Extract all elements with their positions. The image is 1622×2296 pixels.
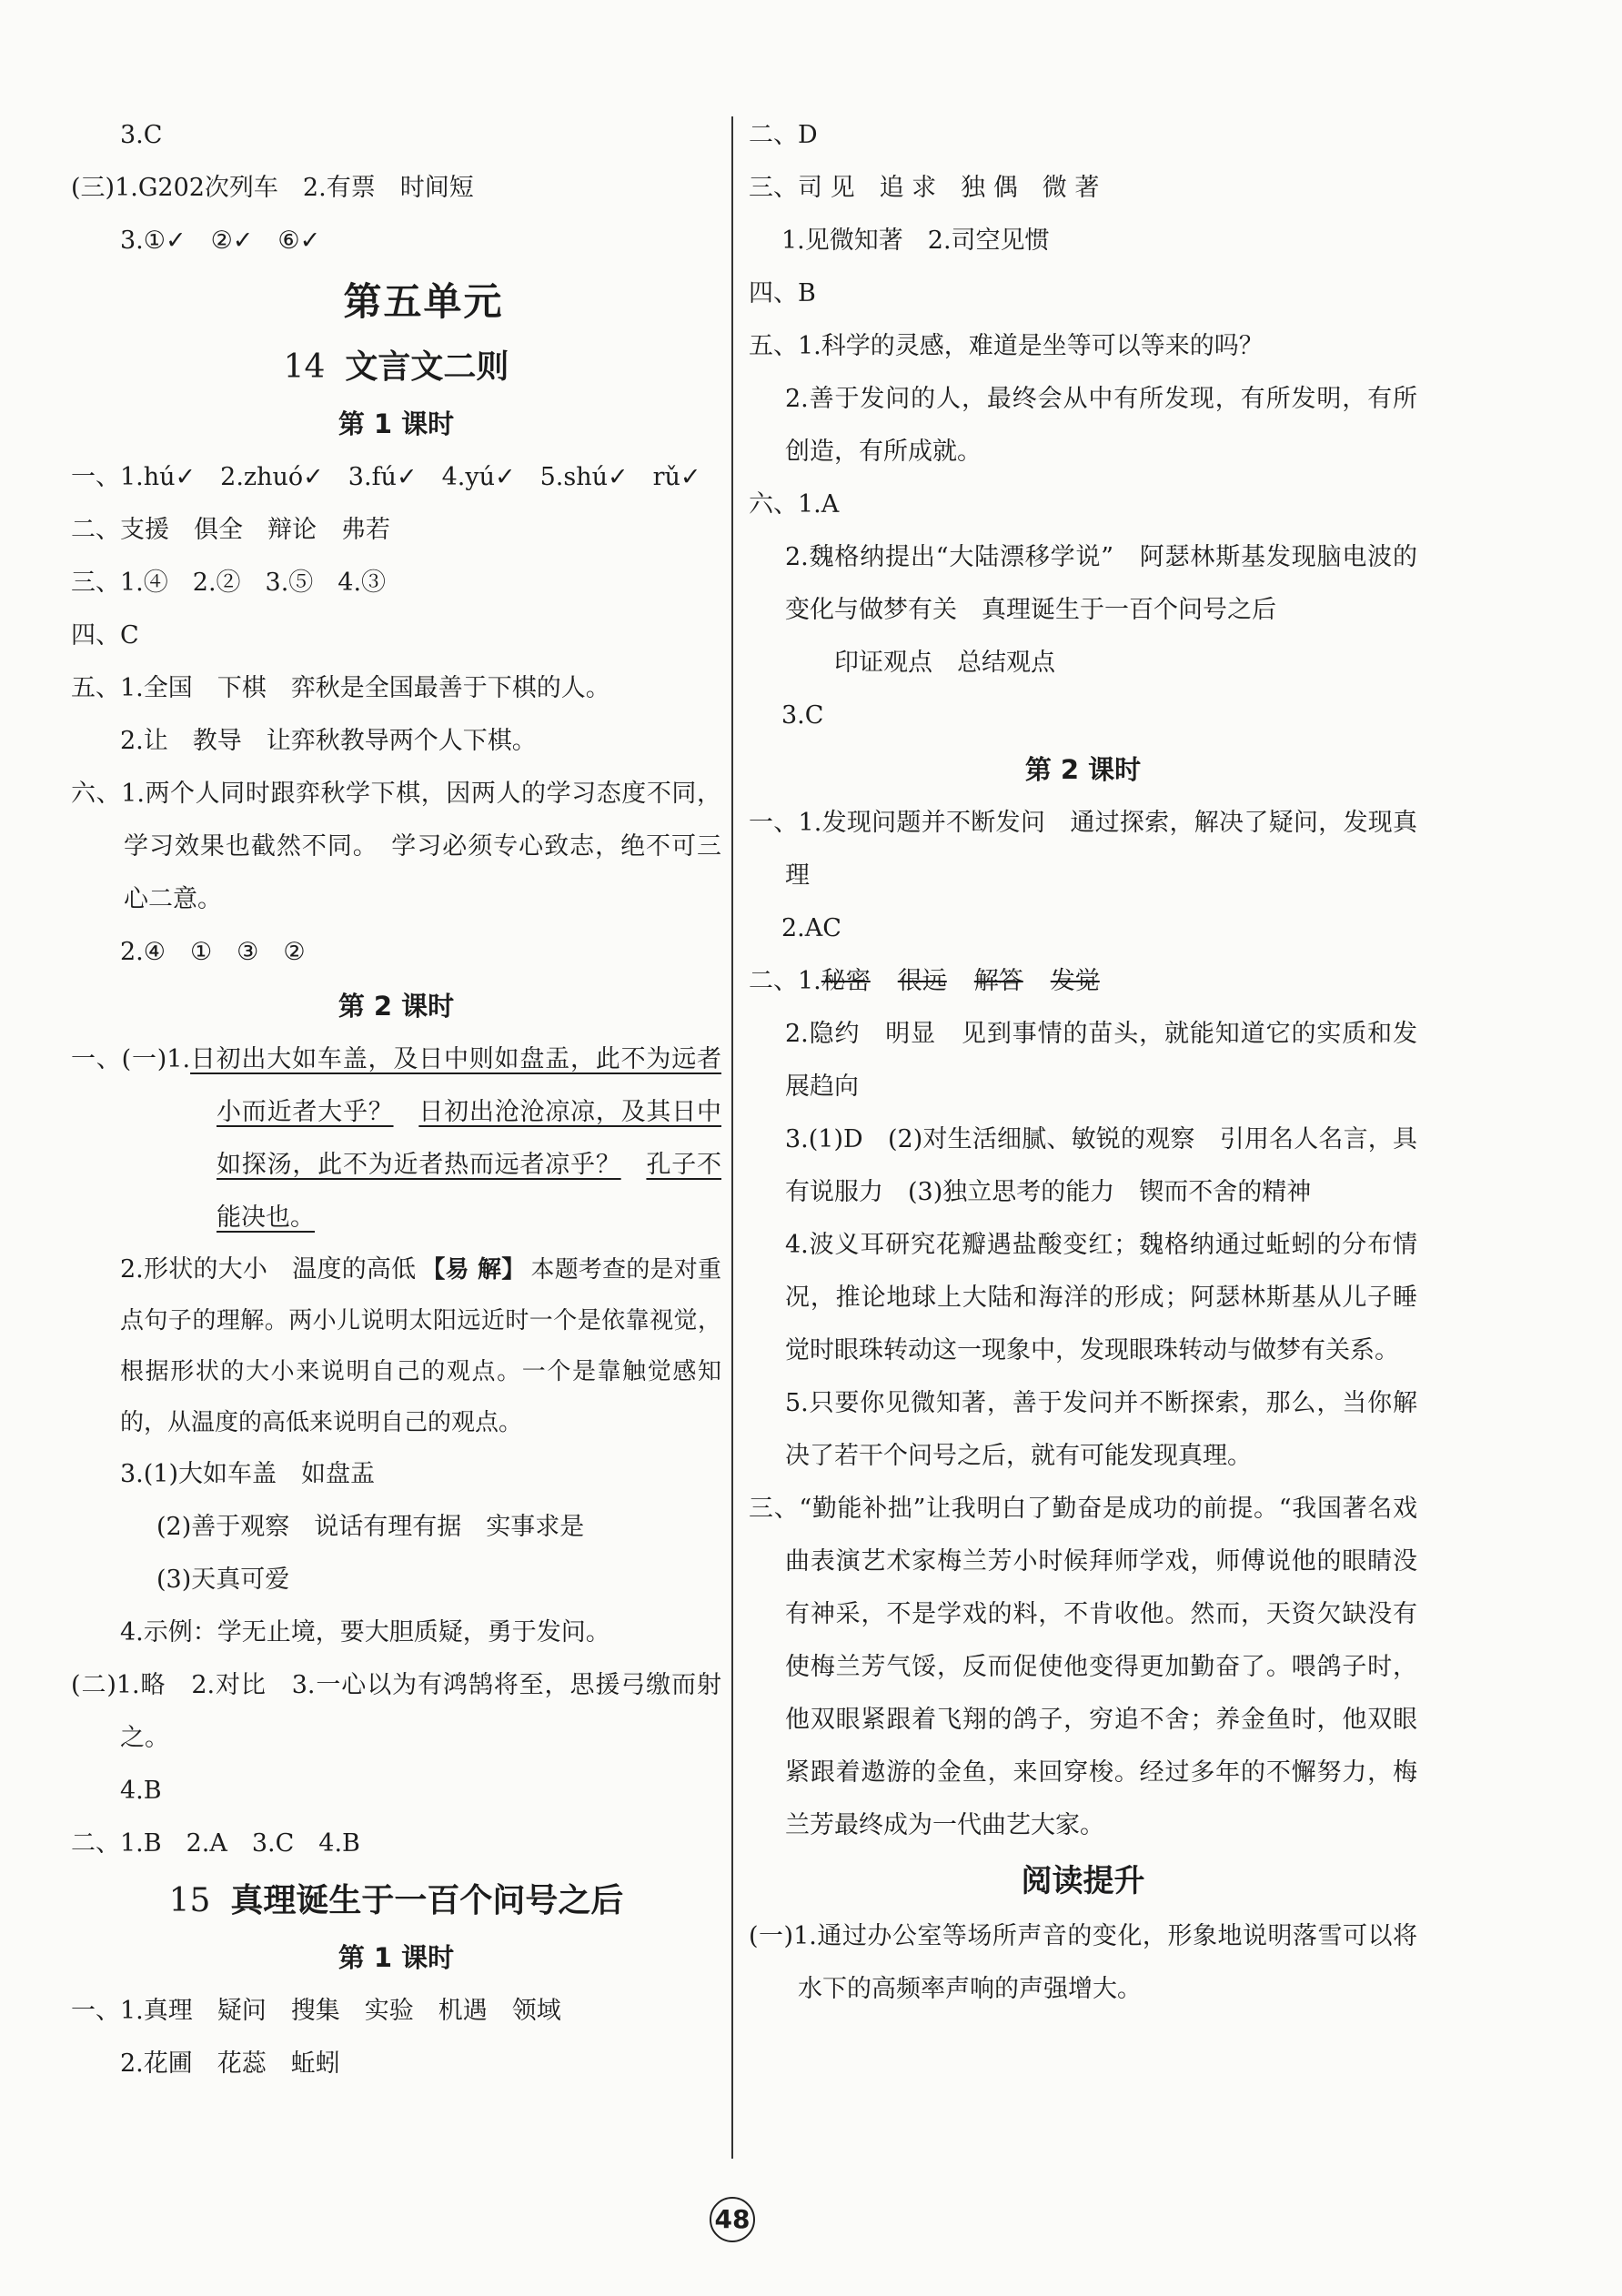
answer-paragraph: (二)1.略 2.对比 3.一心以为有鸿鹄将至，思援弓缴而射之。 bbox=[71, 1671, 721, 1752]
column-divider bbox=[731, 116, 733, 2159]
answer-line: 3.(1)大如车盖 如盘盂 bbox=[120, 1460, 376, 1488]
answer-paragraph: 3.(1)D (2)对生活细腻、敏锐的观察 引用名人名言，具有说服力 (3)独立思考的能力 锲而不舍的精神 bbox=[785, 1125, 1417, 1206]
answer-line: 2.④ ① ③ ② bbox=[120, 938, 306, 966]
answer-line: 五、1.科学的灵感，难道是坐等可以等来的吗？ bbox=[749, 332, 1264, 360]
answer-paragraph: 2.隐约 明显 见到事情的苗头，就能知道它的实质和发展趋向 bbox=[785, 1020, 1417, 1101]
answer-text: 六、1.两个人同时跟弈秋学下棋，因两人的学习态度不同，学习效果也截然不同。 学习必须专心致志，绝不可三心二意。 bbox=[71, 780, 721, 913]
answer-paragraph: 4.波义耳研究花瓣遇盐酸变红；魏格纳通过蚯蚓的分布情况，推论地球上大陆和海洋的形成；阿瑟林斯基从儿子睡觉时眼珠转动这一现象中，发现眼珠转动与做梦有关系。 bbox=[785, 1231, 1417, 1365]
answer-line: 五、1.全国 下棋 弈秋是全国最善于下棋的人。 bbox=[71, 674, 610, 702]
lesson-name: 文言文二则 bbox=[345, 347, 509, 386]
answer-line: 4.B bbox=[120, 1777, 162, 1805]
explanation-paragraph bbox=[71, 1244, 721, 1448]
unit-title: 第五单元 bbox=[343, 279, 504, 324]
answer-paragraph: 一、1.发现问题并不断发问 通过探索，解决了疑问，发现真理 bbox=[749, 809, 1417, 890]
answer-line: 2.花圃 花蕊 蚯蚓 bbox=[120, 2049, 340, 2078]
answer-line: 四、B bbox=[749, 279, 816, 307]
answer-line: 2.让 教导 让弈秋教导两个人下棋。 bbox=[120, 727, 537, 755]
answer-paragraph: 2.魏格纳提出“大陆漂移学说” 阿瑟林斯基发现脑电波的变化与做梦有关 真理诞生于一百个问号之后 bbox=[785, 543, 1417, 624]
answer-paragraph: 三、“勤能补拙”让我明白了勤奋是成功的前提。“我国著名戏曲表演艺术家梅兰芳小时候拜师学戏，师傅说他的眼睛没有神采，不是学戏的料，不肯收他。然而，天资欠缺没有使梅兰芳气馁，反而促使他变得更加勤奋了。喂鸽子时，他双眼紧跟着飞翔的鸽子，穷追不舍；养金鱼时，他双眼紧跟着遨游的金鱼，来回穿梭。经过多年的不懈努力，梅兰芳最终成为一代曲艺大家。 bbox=[749, 1495, 1417, 1839]
explanation-tag: 【易 解】 bbox=[421, 1256, 526, 1284]
answer-paragraph: 5.只要你见微知著，善于发问并不断探索，那么，当你解决了若干个问号之后，就有可能发现真理。 bbox=[785, 1389, 1417, 1470]
underlined-quote: 孔子不能决也。 bbox=[217, 1151, 722, 1232]
answer-line: 1.见微知著 2.司空见惯 bbox=[781, 227, 1050, 255]
answer-line: (三)1.G202次列车 2.有票 时间短 bbox=[71, 174, 474, 202]
answer-line: 六、1.A bbox=[749, 490, 840, 519]
answer-prefix: 一、(一)1. bbox=[71, 1045, 191, 1073]
answer-line: 三、司 见 追 求 独 偶 微 著 bbox=[749, 174, 1100, 202]
answer-paragraph bbox=[71, 768, 721, 926]
answer-line: 3.C bbox=[120, 121, 163, 149]
lesson-name: 真理诞生于一百个问号之后 bbox=[230, 1881, 624, 1919]
lesson-title bbox=[71, 1870, 721, 1930]
answer-line: 三、1.④ 2.② 3.⑤ 4.③ bbox=[71, 569, 387, 597]
answer-line: 4.示例：学无止境，要大胆质疑，勇于发问。 bbox=[120, 1618, 610, 1646]
section-title: 阅读提升 bbox=[1021, 1863, 1145, 1899]
underlined-quote: 日初出沧沧凉凉，及其日中如探汤，此不为近者热而远者凉乎？ bbox=[217, 1098, 722, 1179]
left-column bbox=[71, 109, 721, 2090]
answer-paragraph: 2.善于发问的人，最终会从中有所发现，有所发明，有所创造，有所成就。 bbox=[785, 385, 1417, 466]
answer-line bbox=[749, 955, 1417, 1008]
answer-line: 二、D bbox=[749, 121, 818, 149]
answer-line: 2.AC bbox=[781, 914, 841, 942]
answer-line: 二、1.B 2.A 3.C 4.B bbox=[71, 1829, 360, 1858]
answer-text: 2.形状的大小 温度的高低 bbox=[120, 1255, 417, 1284]
answer-prefix: 二、1. bbox=[749, 967, 821, 995]
underlined-quote: 日初出大如车盖，及日中则如盘盂，此不为远者小而近者大乎？ bbox=[190, 1045, 722, 1126]
answer-line: 3.C bbox=[781, 701, 824, 730]
lesson-number: 14 bbox=[283, 348, 326, 386]
period-heading: 第 1 课时 bbox=[337, 408, 455, 439]
period-heading: 第 2 课时 bbox=[1024, 754, 1142, 785]
answer-line: (2)善于观察 说话有理有据 实事求是 bbox=[156, 1513, 585, 1541]
struck-word: 很远 bbox=[897, 967, 947, 995]
answer-line: 一、1.真理 疑问 搜集 实验 机遇 领域 bbox=[71, 1997, 561, 2025]
period-heading: 第 2 课时 bbox=[337, 991, 455, 1022]
lesson-number: 15 bbox=[168, 1882, 211, 1919]
struck-word: 发觉 bbox=[1050, 967, 1100, 995]
right-column bbox=[749, 109, 1417, 2016]
answer-paragraph bbox=[71, 1033, 721, 1244]
answer-line: 一、1.hú✓ 2.zhuó✓ 3.fú✓ 4.yú✓ 5.shú✓ rǔ✓ bbox=[71, 463, 701, 491]
struck-word: 解答 bbox=[973, 967, 1023, 995]
answer-line: 二、支援 俱全 辩论 弗若 bbox=[71, 516, 390, 544]
period-heading: 第 1 课时 bbox=[337, 1942, 455, 1973]
explanation-text: 本题考查的是对重点句子的理解。两小儿说明太阳远近时一个是依靠视觉，根据形状的大小来说明自己的观点。一个是靠触觉感知的，从温度的高低来说明自己的观点。 bbox=[120, 1256, 721, 1436]
struck-word: 秘密 bbox=[821, 967, 871, 995]
lesson-title bbox=[71, 337, 721, 397]
answer-line: (3)天真可爱 bbox=[156, 1566, 290, 1594]
page-number: 48 bbox=[710, 2197, 755, 2242]
answer-line: 四、C bbox=[71, 621, 139, 650]
answer-line: 印证观点 总结观点 bbox=[834, 649, 1055, 677]
answer-line: 3.①✓ ②✓ ⑥✓ bbox=[120, 227, 321, 255]
answer-paragraph: (一)1.通过办公室等场所声音的变化，形象地说明落雪可以将水下的高频率声响的声强增大。 bbox=[749, 1922, 1417, 2003]
